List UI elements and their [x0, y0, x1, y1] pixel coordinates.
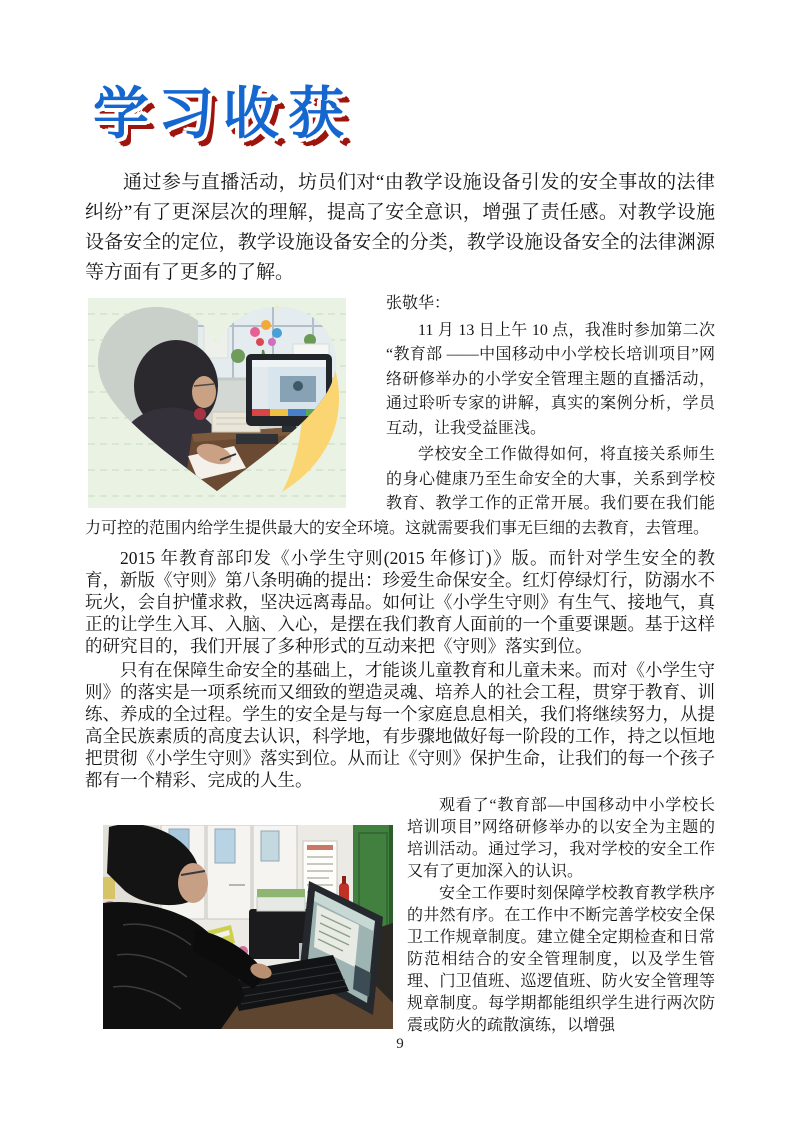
page-number: 9 — [396, 1036, 404, 1052]
desk-photo-figure — [103, 825, 393, 1029]
body-paragraph-1: 2015 年教育部印发《小学生守则(2015 年修订)》版。而针对学生安全的教育，新版《守则》第八条明确的提出：珍爱生命保安全。红灯停绿灯行，防溺水不玩火，会自护懂求救，坚决远离毒品。如何让《小学生守则》有生气、接地气，真正的让学生入耳、入脑、入心，是摆在我们教育人面前的一个重要课题。基于这样的研究目的，我们开展了多种形式的互动来把《守则》落实到位。 — [85, 548, 715, 656]
page-title: 学习收获 — [93, 82, 353, 147]
final-paragraph-2: 安全工作要时刻保障学校教育教学秩序的井然有序。在工作中不断完善学校安全保卫工作规章制度。建立健全定期检查和日常防范相结合的安全管理制度，以及学生管理、门卫值班、巡逻值班、防火安全管理等规章制度。每学期都能组织学生进行两次防震或防火的疏散演练，以增强 — [407, 885, 715, 1034]
author-name: 张敬华： — [386, 295, 451, 312]
zhang-section — [85, 292, 715, 541]
heart-photo-figure — [88, 298, 346, 508]
desk-photo-illustration — [103, 825, 393, 1029]
page-content — [85, 0, 715, 1037]
heart-photo-illustration — [88, 298, 346, 508]
zhang-paragraph-1: 11 月 13 日上午 10 点，我准时参加第二次“教育部 ——中国移动中小学校长培训项目”网络研修举办的小学安全管理主题的直播活动，通过聆听专家的讲解，真实的案例分析，学员互动，让我受益匪浅。 — [386, 321, 715, 437]
intro-paragraph: 通过参与直播活动，坊员们对“由教学设施设备引发的安全事故的法律纠纷”有了更深层次的理解，提高了安全意识，增强了责任感。对教学设施设备安全的定位，教学设施设备安全的分类，教学设施设备安全的法律渊源等方面有了更多的了解。 — [85, 172, 715, 283]
final-section — [85, 795, 715, 1037]
body-paragraph-2: 只有在保障生命安全的基础上，才能谈儿童教育和儿童未来。而对《小学生守则》的落实是一项系统而又细致的塑造灵魂、培养人的社会工程，贯穿于教育、训练、养成的全过程。学生的安全是与每一个家庭息息相关，我们将继续努力，从提高全民族素质的高度去认识，科学地，有步骤地做好每一阶段的工作，持之以恒地把贯彻《小学生守则》落实到位。从而让《守则》保护生命，让我们的每一个孩子都有一个精彩、完成的人生。 — [85, 660, 715, 790]
final-paragraph-1: 观看了“教育部—中国移动中小学校长培训项目”网络研修举办的以安全为主题的培训活动。通过学习，我对学校的安全工作又有了更加深入的认识。 — [407, 797, 715, 880]
zhang-paragraph-2: 学校安全工作做得如何，将直接关系师生的身心健康乃至生命安全的大事，关系到学校教育、教学工作的正常开展。我们要在我们能力可控的范围内给学生提供最大的安全环境。这就需要我们事无巨细的去教育，去管理。 — [85, 446, 715, 537]
